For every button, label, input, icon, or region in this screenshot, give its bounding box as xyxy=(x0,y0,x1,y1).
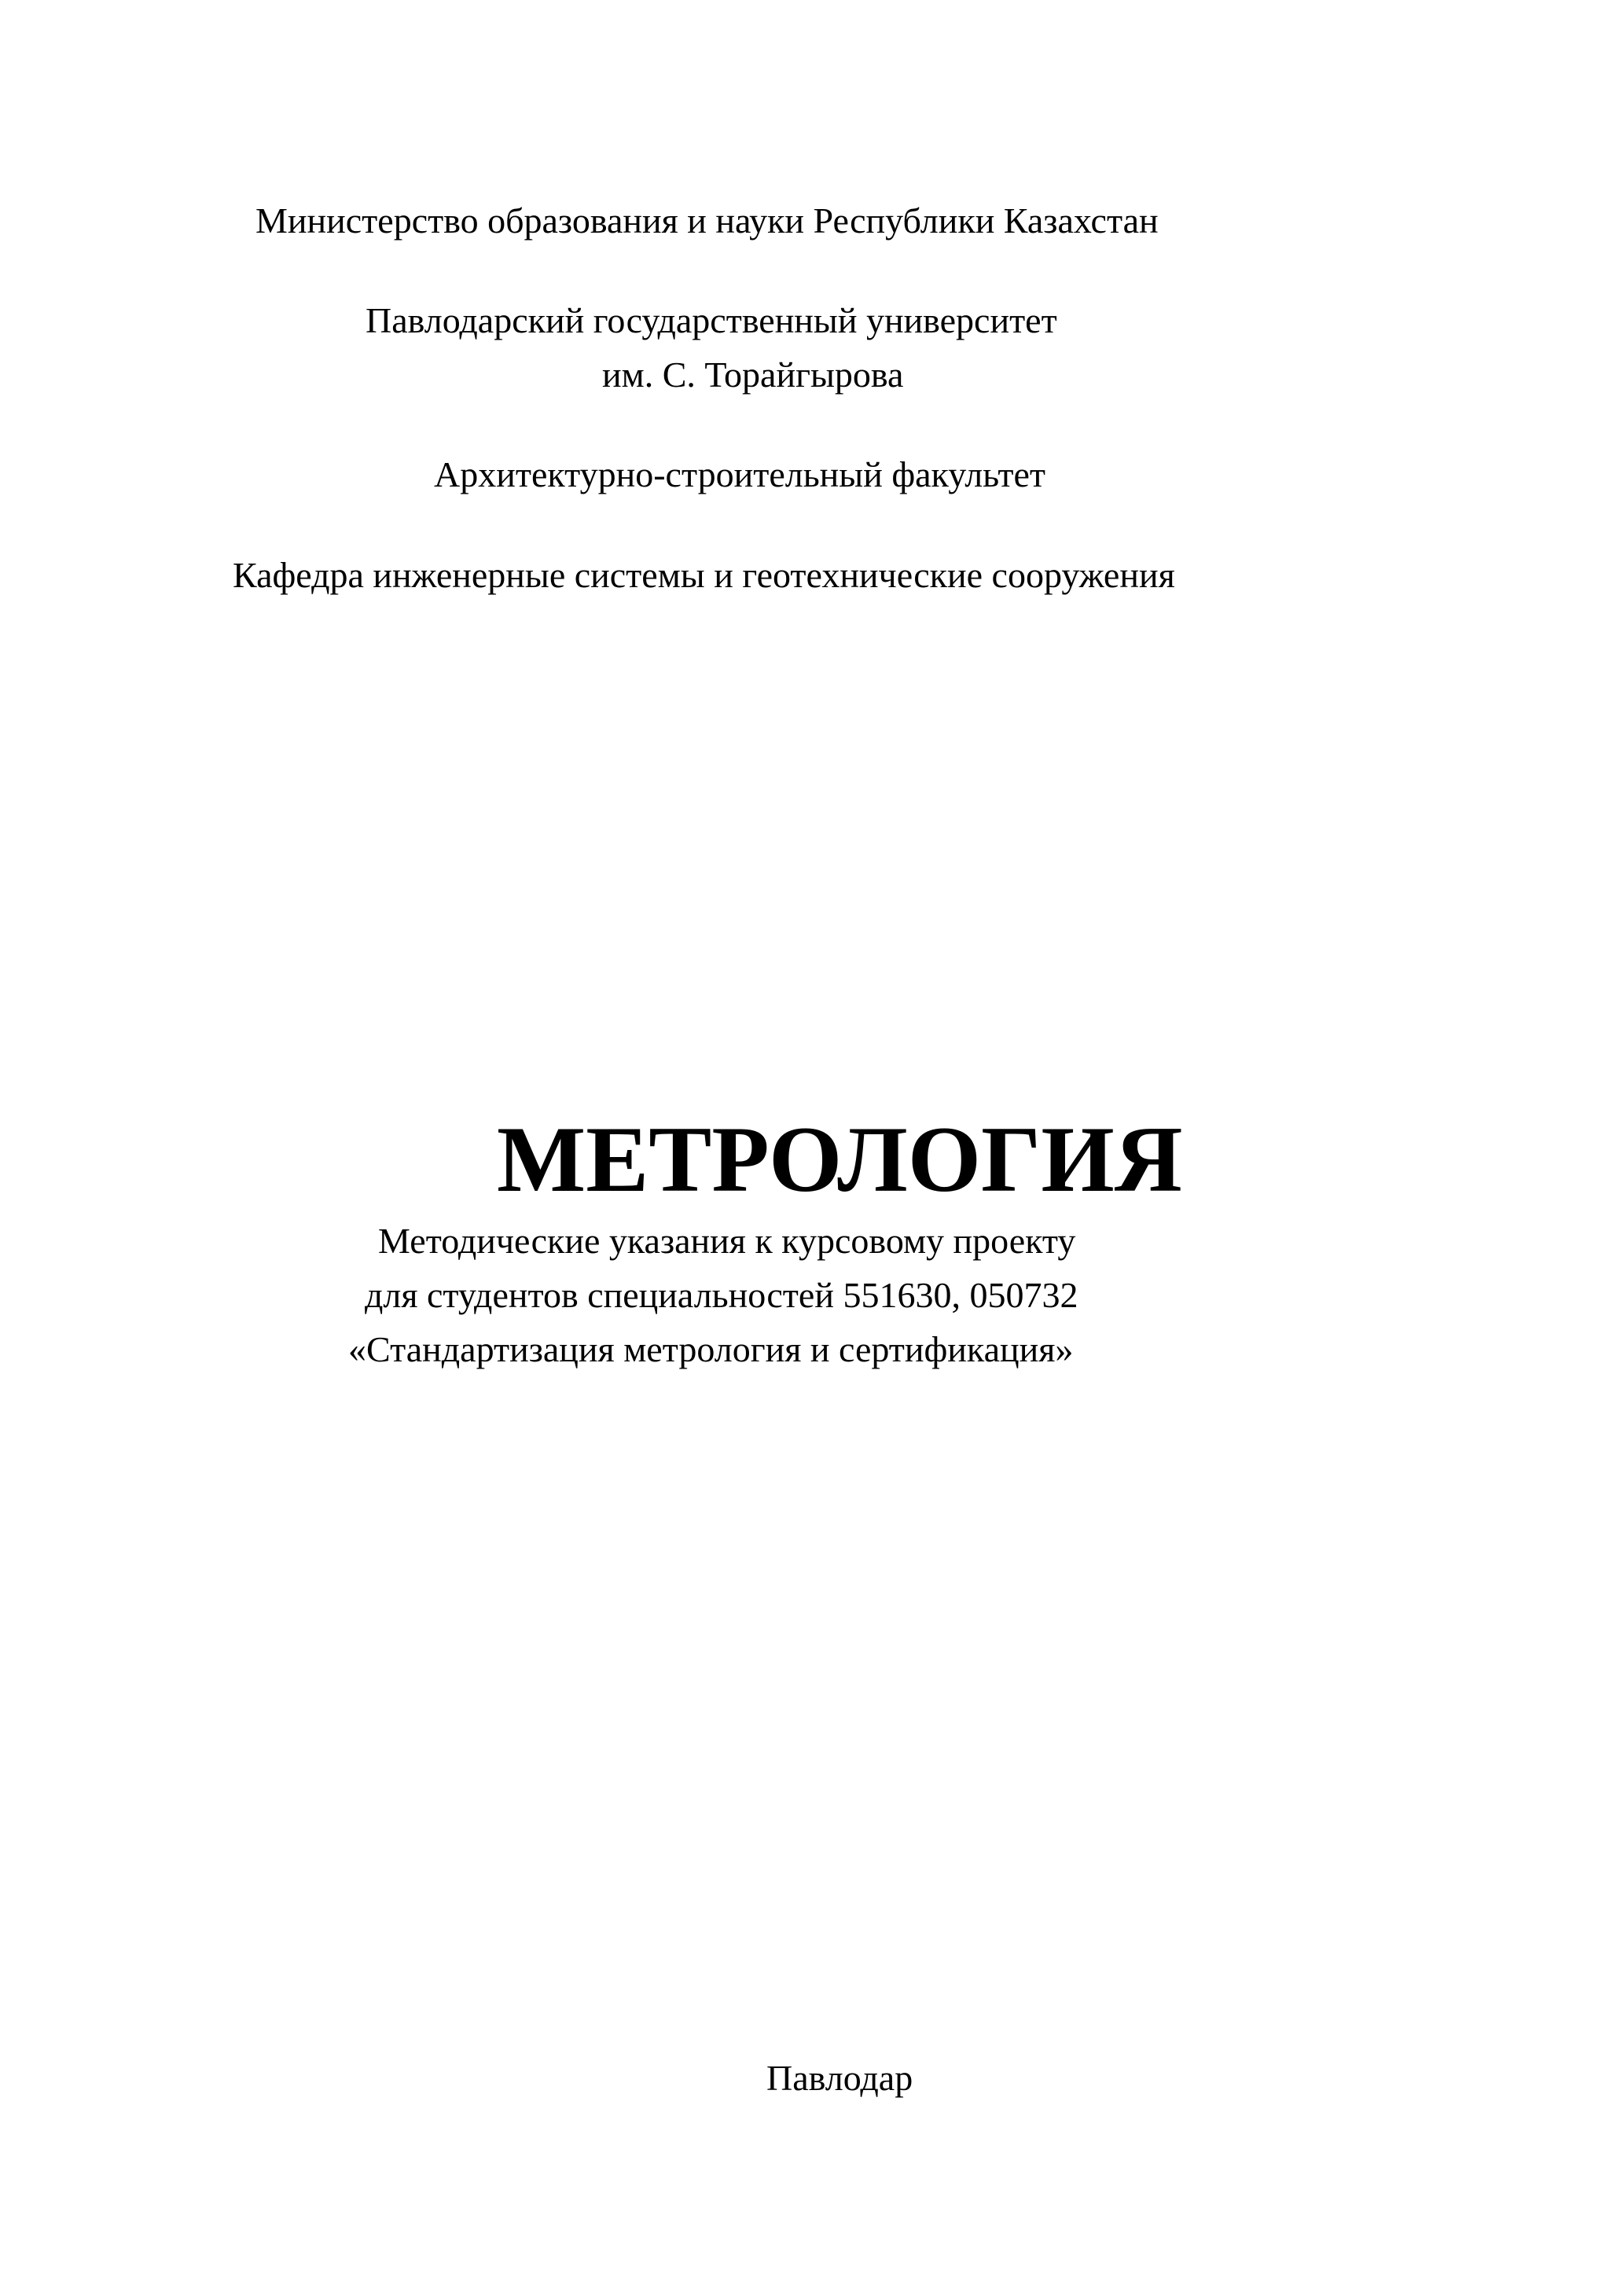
document-title: МЕТРОЛОГИЯ xyxy=(497,1107,1183,1211)
faculty-line: Архитектурно-строительный факультет xyxy=(434,454,1046,494)
ministry-line: Министерство образования и науки Республики Казахстан xyxy=(255,200,1159,241)
subtitle-line-2: для студентов специальностей 551630, 050732 xyxy=(365,1275,1078,1315)
university-line-1: Павлодарский государственный университет xyxy=(366,300,1057,340)
subtitle-line-3: «Стандартизация метрология и сертификация» xyxy=(348,1329,1074,1369)
university-line-2: им. С. Торайгырова xyxy=(602,355,904,395)
subtitle-line-1: Методические указания к курсовому проекту xyxy=(378,1221,1076,1261)
city-line: Павлодар xyxy=(766,2058,913,2098)
department-line: Кафедра инженерные системы и геотехнические сооружения xyxy=(233,555,1175,595)
